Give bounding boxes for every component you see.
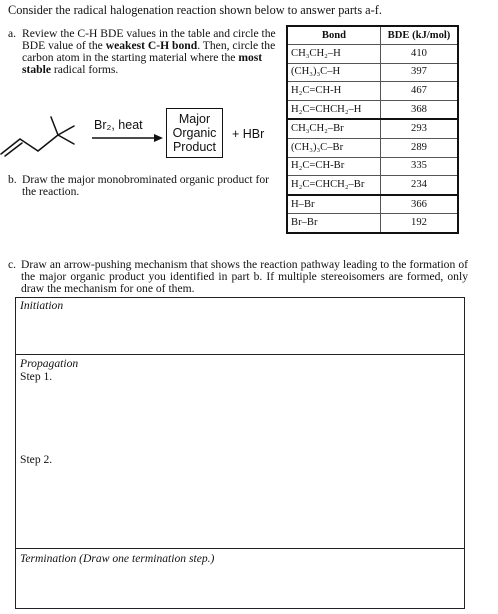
byproduct-hbr: + HBr	[232, 127, 265, 141]
initiation-label: Initiation	[20, 299, 64, 312]
question-c-number: c.	[8, 258, 17, 271]
bde-table	[286, 25, 459, 234]
question-a-bold2: most stable	[22, 51, 263, 76]
question-b-text: Draw the major monobrominated organic product for the reaction.	[22, 173, 270, 198]
bde-value-cell[interactable]: 366	[381, 195, 459, 214]
product-line-2: Organic	[172, 126, 217, 140]
bond-cell: H₂C=CH-H	[287, 82, 381, 101]
question-a-part2: . Then, circle the carbon atom in the starting material where the	[22, 39, 276, 64]
step2-label: Step 2.	[20, 453, 53, 466]
bond-cell: H₂C=CHCH₂–Br	[287, 176, 381, 195]
bond-cell: CH₃CH₂–H	[287, 45, 381, 64]
bde-value-cell[interactable]: 335	[381, 157, 459, 176]
bde-value-cell[interactable]: 410	[381, 45, 459, 64]
bond-cell: H₂C=CHCH₂–H	[287, 100, 381, 119]
divider-termination	[16, 548, 464, 549]
step1-label: Step 1.	[20, 370, 53, 383]
product-line-1: Major	[178, 112, 211, 126]
bde-value-cell[interactable]: 397	[381, 63, 459, 82]
table-row	[287, 45, 458, 64]
bond-2	[38, 135, 58, 151]
bde-value-cell[interactable]: 234	[381, 176, 459, 195]
table-row	[287, 214, 458, 233]
bond-cell: H–Br	[287, 195, 381, 214]
bond-methyl-down	[58, 135, 74, 144]
bde-value-cell[interactable]: 293	[381, 119, 459, 138]
propagation-label: Propagation	[20, 357, 79, 370]
table-row	[287, 63, 458, 82]
termination-label: Termination (Draw one termination step.)	[20, 552, 215, 565]
question-c	[8, 259, 468, 294]
mechanism-answer-box[interactable]	[15, 297, 465, 609]
bond-cell: (CH₃)₃C–Br	[287, 138, 381, 157]
bde-table-header	[287, 26, 458, 45]
table-row	[287, 100, 458, 119]
question-a-bold1: weakest C-H bond	[105, 39, 198, 52]
bde-value-cell[interactable]: 289	[381, 138, 459, 157]
table-row	[287, 176, 458, 195]
product-box	[166, 108, 223, 158]
divider-initiation	[16, 354, 464, 355]
table-row	[287, 119, 458, 138]
question-a-part3: radical forms.	[50, 63, 119, 76]
bond-header: Bond	[287, 26, 381, 45]
table-row	[287, 157, 458, 176]
bond-1	[20, 139, 38, 151]
starting-material-structure	[0, 110, 90, 158]
product-line-3: Product	[172, 140, 217, 154]
bde-value-cell[interactable]: 467	[381, 82, 459, 101]
question-c-text: Draw an arrow-pushing mechanism that shows the reaction pathway leading to the formation of the major organic product you identified in part b. If multiple stereoisomers are formed, only draw the mechanism for one of them.	[21, 258, 468, 295]
bond-methyl-top	[51, 117, 58, 135]
bond-methyl-up	[58, 126, 74, 135]
bde-header: BDE (kJ/mol)	[381, 26, 459, 45]
question-a-part1: Review the C-H BDE values in the table and circle the BDE value of the	[22, 27, 276, 52]
bond-cell: CH₃CH₂–Br	[287, 119, 381, 138]
reaction-arrow	[92, 133, 164, 143]
bond-cell: H₂C=CH-Br	[287, 157, 381, 176]
question-a-number: a.	[8, 27, 17, 40]
reagent-label: Br₂, heat	[94, 118, 143, 132]
table-row	[287, 82, 458, 101]
question-b	[8, 174, 282, 198]
question-a-text	[22, 28, 280, 76]
question-b-number: b.	[8, 173, 17, 186]
intro-text: Consider the radical halogenation reaction shown below to answer parts a-f.	[8, 3, 382, 17]
bde-value-cell[interactable]: 192	[381, 214, 459, 233]
table-row	[287, 138, 458, 157]
table-row	[287, 195, 458, 214]
bond-cell: Br–Br	[287, 214, 381, 233]
bde-value-cell[interactable]: 368	[381, 100, 459, 119]
question-a	[8, 28, 280, 76]
bond-cell: (CH₃)₃C–H	[287, 63, 381, 82]
